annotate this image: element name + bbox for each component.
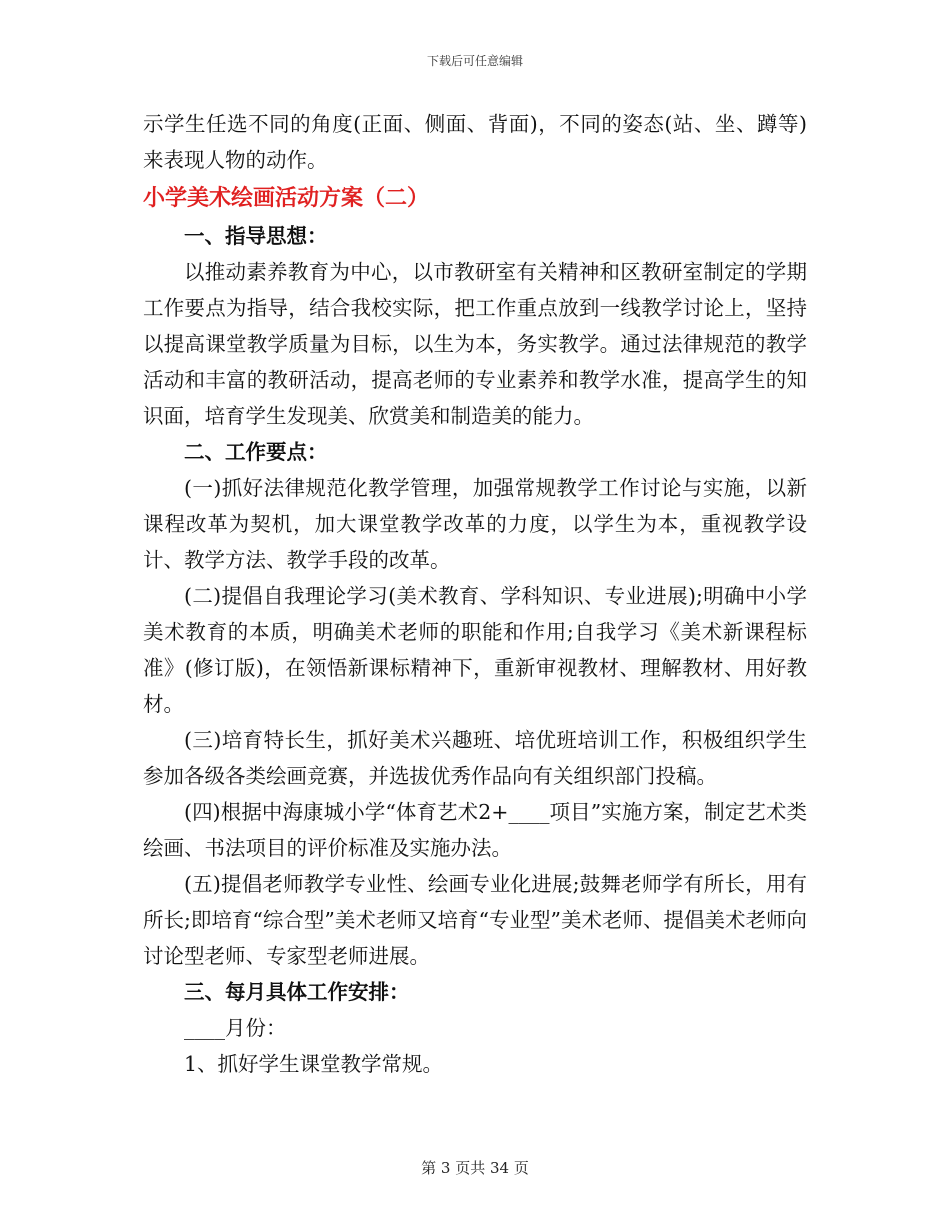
- work-point-item: (一)抓好法律规范化教学管理，加强常规教学工作讨论与实施，以新课程改革为契机，加大课堂教学改革的力度，以学生为本，重视教学设计、教学方法、教学手段的改革。: [143, 476, 807, 572]
- work-point-item: (五)提倡老师教学专业性、绘画专业化进展;鼓舞老师学有所长，用有所长;即培育“综合型”美术老师又培育“专业型”美术老师、提倡美术老师向讨论型老师、专家型老师进展。: [143, 872, 807, 968]
- plan-item: 1、抓好学生课堂教学常规。: [184, 1052, 444, 1076]
- section-heading-guiding-ideology: 一、指导思想：: [184, 224, 328, 248]
- continuation-paragraph: 示学生任选不同的角度(正面、侧面、背面)，不同的姿态(站、坐、蹲等)来表现人物的动作。: [143, 112, 807, 172]
- section-heading-monthly-plan: 三、每月具体工作安排：: [184, 980, 410, 1004]
- work-point-item: (四)根据中海康城小学“体育艺术2+____项目”实施方案，制定艺术类绘画、书法项目的评价标准及实施办法。: [143, 800, 807, 860]
- work-point-item: (二)提倡自我理论学习(美术教育、学科知识、专业进展);明确中小学美术教育的本质，明确美术老师的职能和作用;自我学习《美术新课程标准》(修订版)，在领悟新课标精神下，重新审视教材、理解教材、用好教材。: [143, 584, 807, 716]
- month-line: ____月份：: [184, 1016, 287, 1040]
- work-point-item: (三)培育特长生，抓好美术兴趣班、培优班培训工作，积极组织学生参加各级各类绘画竞赛，并选拔优秀作品向有关组织部门投稿。: [143, 728, 807, 788]
- page-footer: 第 3 页共 34 页: [421, 1159, 529, 1177]
- document-title: 小学美术绘画活动方案（二）: [143, 185, 430, 211]
- section-paragraph: 以推动素养教育为中心，以市教研室有关精神和区教研室制定的学期工作要点为指导，结合我校实际，把工作重点放到一线教学讨论上，坚持以提高课堂教学质量为目标，以生为本，务实教学。通过法律规范的教学活动和丰富的教研活动，提高老师的专业素养和教学水准，提高学生的知识面，培育学生发现美、欣赏美和制造美的能力。: [143, 260, 807, 428]
- section-heading-work-points: 二、工作要点：: [184, 440, 328, 464]
- document-body: [143, 106, 807, 1082]
- page-header: 下载后可任意编辑: [426, 54, 523, 68]
